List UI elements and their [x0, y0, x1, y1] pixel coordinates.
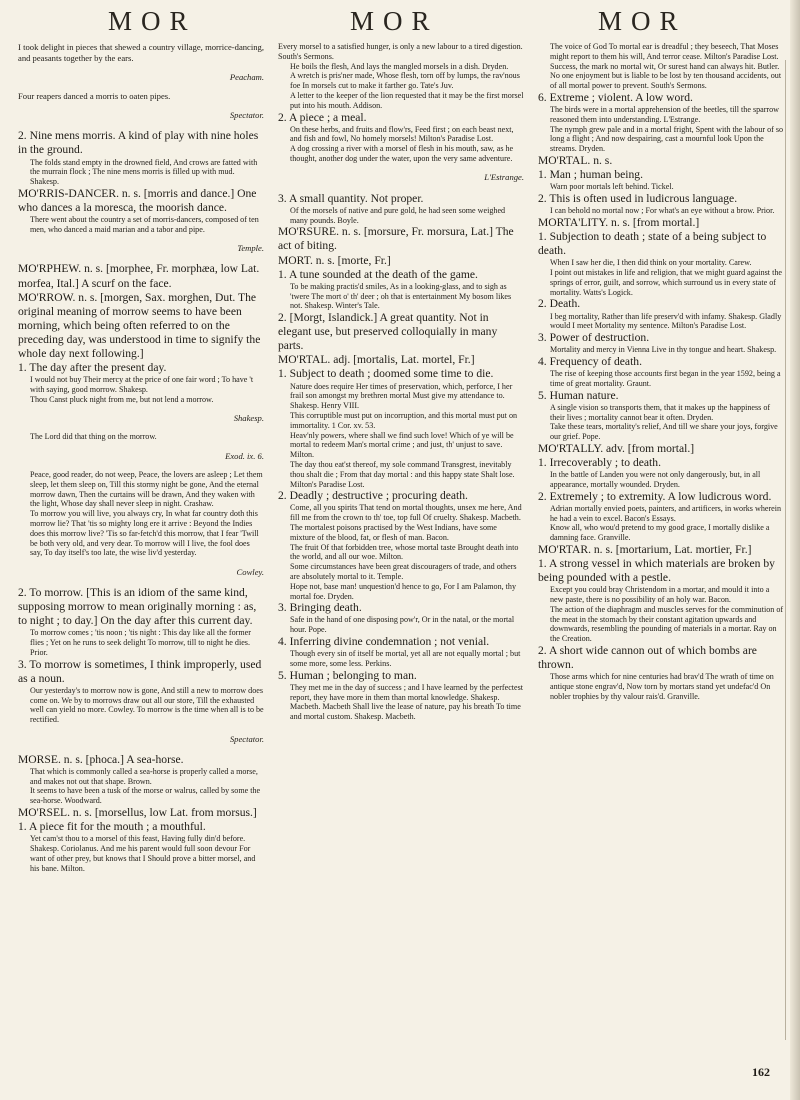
citation: L'Estrange. [484, 172, 524, 183]
entry-text: 3. A small quantity. Not proper. [278, 191, 424, 205]
quotation: The fruit Of that forbidden tree, whose mortal taste Brought death into the world, and all our woe. Milton. [290, 542, 519, 562]
quotation: A wretch is pris'ner made, Whose flesh, torn off by lumps, the rav'nous foe In morsels cut to make it farther go. Tate's Juv. [290, 71, 520, 91]
quotation: They met me in the day of success ; and I have learned by the perfectest report, they have more in them than mortal knowledge. Shakesp. Macbeth. Macbeth Shall live the lease of nature, pay his breath To time and mortal custom. Shakesp. Macbeth. [290, 682, 524, 722]
column-middle [278, 42, 524, 722]
quotation: A single vision so transports them, that it makes up the happiness of their lives ; mortality cannot bear it often. Dryden. [550, 402, 771, 422]
entry-text: 2. Nine mens morris. A kind of play with nine holes in the ground. [18, 129, 259, 157]
entry-text: 2. A piece ; a meal. [278, 110, 367, 124]
quotation: Every morsel to a satisfied hunger, is only a new labour to a tired digestion. South's Sermons. [278, 42, 523, 61]
quotation: A dog crossing a river with a morsel of flesh in his mouth, saw, as he thought, another dog under the water, upon the very same adventure. [290, 144, 514, 164]
entry-text: 6. Extreme ; violent. A low word. [538, 90, 693, 104]
quotation: I can behold no mortal now ; For what's an eye without a brow. Prior. [550, 206, 775, 216]
citation: Exod. ix. 6. [225, 450, 264, 461]
quotation: Some circumstances have been great discouragers of trade, and others are absolutely mortal to it. Temple. [290, 562, 517, 581]
quotation: The folds stand empty in the drowned field, And crows are fatted with the murrain flock ; The nine mens morris is filled up with mud. Shakesp. [30, 157, 258, 187]
running-head-middle: MOR [350, 6, 439, 36]
entry-text: MORTA'LITY. n. s. [from mortal.] [538, 215, 700, 229]
entry-text: 3. Bringing death. [278, 601, 362, 615]
quotation: The birds were in a mortal apprehension of the beetles, till the sparrow reasoned them into understanding. L'Estrange. [550, 105, 780, 124]
quotation: Though every sin of itself be mortal, yet all are not equally mortal ; but some more, some less. Perkins. [290, 649, 521, 668]
entry-text: MO'RTAL. n. s. [538, 154, 613, 168]
quotation: Our yesterday's to morrow now is gone, And still a new to morrow does come on. We by to morrows draw out all our store, Till the exhausted well can yield no more. Cowley. To morrow is the time when all is to be rectified. [30, 685, 264, 725]
entry-text: 1. Irrecoverably ; to death. [538, 456, 661, 470]
entry-text: MO'RROW. n. s. [morgen, Sax. morghen, Dut. The original meaning of morrow seems to have been morning, which being often referred to on the preceding day, was understood in time to signify the whole day next following.] [18, 290, 261, 361]
quotation: Nature does require Her times of preservation, which, perforce, I her frail son amongst my brethren mortal Must give my attendance to. Shakesp. Henry VIII. [290, 381, 513, 411]
quotation: The mortalest poisons practised by the West Indians, have some mixture of the blood, fat, or flesh of man. Bacon. [290, 523, 497, 542]
running-heads [0, 6, 800, 40]
quotation: Of the morsels of native and pure gold, he had seen some weighed many pounds. Boyle. [290, 205, 506, 225]
entry-text: MO'RTALLY. adv. [from mortal.] [538, 441, 695, 455]
quotation: He boils the flesh, And lays the mangled morsels in a dish. Dryden. [290, 61, 509, 71]
page-edge [790, 0, 800, 1100]
quotation: This corruptible must put on incorruption, and this mortal must put on immortality. 1 Cor. xv. 53. [290, 410, 518, 430]
quotation: To morrow you will live, you always cry, In what far country doth this morrow lie? That 'tis so mighty long ere it arrive : Beyond the Indies does this morrow live? 'Tis so far-fetch'd this morrow, that I fear 'Twill be both very old, and very dear. To morrow will I live, the fool does say, To day itself's too late, the wise liv'd yesterday. [30, 509, 259, 558]
quotation: It seems to have been a tusk of the morse or walrus, called by some the sea-horse. Woodward. [30, 786, 261, 806]
running-head-right: MOR [598, 6, 687, 36]
quotation: Safe in the hand of one disposing pow'r, Or in the natal, or the mortal hour. Pope. [290, 615, 515, 635]
entry-text: 1. A strong vessel in which materials are broken by being pounded with a pestle. [538, 557, 775, 585]
quotation: There went about the country a set of morris-dancers, composed of ten men, who danced a maid marian and a tabor and pipe. [30, 215, 259, 234]
quotation: On these herbs, and fruits and flow'rs, Feed first ; on each beast next, and fish and fowl, No homely morsels! Milton's Paradise Lost. [290, 124, 514, 144]
entry-text: 2. To morrow. [This is an idiom of the same kind, supposing morrow to mean originally morning : as, to night ; to day.] On the day after this current day. [18, 585, 257, 628]
quotation: The day thou eat'st thereof, my sole command Transgrest, inevitably thou shalt die ; From that day mortal : and this happy state Shalt lose. Milton's Paradise Lost. [290, 459, 515, 489]
quotation: That which is commonly called a sea-horse is properly called a morse, and makes not out that shape. Brown. [30, 766, 258, 786]
quotation: Except you could bray Christendom in a mortar, and mould it into a new paste, there is no possibility of an holy war. Bacon. [550, 585, 770, 605]
quotation: Come, all you spirits That tend on mortal thoughts, unsex me here, And fill me from the crown to th' toe, top full Of cruelty. Shakesp. Macbeth. [290, 503, 522, 523]
quotation: I beg mortality, Rather than life preserv'd with infamy. Shakesp. Gladly would I meet Mortality my sentence. Milton's Paradise Lost. [550, 311, 782, 331]
entry-text: 4. Frequency of death. [538, 354, 642, 368]
quotation: Warn poor mortals left behind. Tickel. [550, 182, 674, 192]
quotation: The voice of God To mortal ear is dreadful ; they beseech, That Moses might report to them his will, And terror cease. Milton's Paradise Lost. [550, 42, 779, 61]
column-right [538, 42, 784, 702]
entry-text: 3. To morrow is sometimes, I think improperly, used as a noun. [18, 657, 262, 685]
column-left [18, 42, 264, 873]
entry-text: 1. The day after the present day. [18, 361, 167, 375]
running-head-left: MOR [108, 6, 197, 36]
quotation: Know all, who wou'd pretend to my good grace, I mortally dislike a damning face. Granville. [550, 523, 770, 543]
quotation: Those arms which for nine centuries had brav'd The wrath of time on antique stone engrav'd, Now torn by mortars stand yet undefac'd On nobler trophies by thy valour rais'd. Granville. [550, 672, 774, 701]
quotation: The Lord did that thing on the morrow. [30, 432, 157, 442]
quotation: A letter to the keeper of the lion requested that it may be the first morsel put into his mouth. Addison. [290, 90, 524, 110]
quotation: In the battle of Landen you were not only dangerously, but, in all appearance, mortally wounded. Dryden. [550, 470, 761, 489]
entry-text: 2. Death. [538, 297, 581, 311]
entry-text: MO'RTAL. adj. [mortalis, Lat. mortel, Fr.] [278, 353, 475, 367]
entry-text: 1. Subjection to death ; state of a being subject to death. [538, 230, 767, 258]
citation: Cowley. [236, 566, 264, 577]
entry-text: 2. A short wide cannon out of which bombs are thrown. [538, 644, 757, 672]
entry-text: 5. Human ; belonging to man. [278, 668, 417, 682]
entry-text: 3. Power of destruction. [538, 331, 650, 345]
entry-text: 2. This is often used in ludicrous language. [538, 192, 738, 206]
entry-text: MO'RSEL. n. s. [morsellus, low Lat. from morsus.] [18, 806, 257, 820]
entry-text: 1. Man ; human being. [538, 168, 643, 182]
quotation: I would not buy Their mercy at the price of one fair word ; To have 't with saying, good morrow. Shakesp. [30, 375, 254, 395]
quotation: Mortality and mercy in Vienna Live in thy tongue and heart. Shakesp. [550, 345, 777, 355]
quotation: Yet cam'st thou to a morsel of this feast, Having fully din'd before. Shakesp. Coriolanus. And me his parent would full soon devour For want of other prey, but knows that I Should prove a bitter morsel, and his bane. Milton. [30, 834, 256, 873]
page-margin-rule [785, 60, 786, 1040]
quotation: Success, the mark no mortal wit, Or surest hand can always hit. Butler. [550, 61, 780, 71]
entry-text: MO'RSURE. n. s. [morsure, Fr. morsura, Lat.] The act of biting. [278, 225, 514, 253]
quotation: Thou Canst pluck night from me, but not lend a morrow. [30, 394, 214, 404]
quotation: To be making practis'd smiles, As in a looking-glass, and to sigh as 'twere The mort o' th' deer ; oh that is entertainment My bosom likes not. Shakesp. Winter's Tale. [290, 281, 512, 311]
page-number: 162 [752, 1065, 770, 1079]
entry-text: MORT. n. s. [morte, Fr.] [278, 253, 391, 267]
quotation: Peace, good reader, do not weep, Peace, the lovers are asleep ; Let them sleep, let them sleep on, Till this stormy night be gone, And the eternal morrow dawn, Then the curtains will be drawn, And they waken with the light, Whose day shall never sleep in night. Crashaw. [30, 469, 263, 509]
quotation: Four reapers danced a morris to oaten pipes. [18, 90, 171, 101]
quotation: Adrian mortally envied poets, painters, and artificers, in works wherein he had a vein to excel. Bacon's Essays. [550, 503, 782, 523]
entry-text: MO'RPHEW. n. s. [morphee, Fr. morphæa, low Lat. morfea, Ital.] A scurf on the face. [18, 262, 260, 290]
quotation: When I saw her die, I then did think on your mortality. Carew. [550, 258, 752, 268]
quotation: The rise of keeping those accounts first began in the year 1592, being a time of great mortality. Graunt. [550, 369, 781, 388]
citation: Temple. [237, 243, 264, 254]
quotation: I took delight in pieces that shewed a country village, morrice-dancing, and peasants together by the ears. [18, 42, 264, 63]
entry-text: MO'RRIS-DANCER. n. s. [morris and dance.] One who dances a la moresca, the moorish dance. [18, 186, 257, 215]
entry-text: 4. Inferring divine condemnation ; not venial. [278, 635, 490, 649]
citation: Shakesp. [233, 413, 264, 424]
entry-text: 2. [Morgt, Islandick.] A great quantity. Not in elegant use, but preserved colloquially in many parts. [278, 311, 498, 353]
entry-text: 1. A tune sounded at the death of the game. [278, 267, 478, 281]
quotation: I point out mistakes in life and religion, that we might guard against the springs of error, guilt, and sorrow, which surround us in every state of mortality. Watts's Logick. [550, 268, 782, 297]
quotation: To morrow comes ; 'tis noon ; 'tis night : This day like all the former flies ; Yet on he runs to seek delight To morrow, till to night he dies. Prior. [30, 628, 251, 657]
quotation: Take these tears, mortality's relief, And till we share your joys, forgive our grief. Pope. [550, 422, 778, 442]
quotation: Heav'nly powers, where shall we find such love! Which of ye will be mortal to redeem Man's mortal crime ; and just, th' unjust to save. Milton. [290, 430, 514, 460]
quotation: No one enjoyment but is liable to be lost by ten thousand accidents, out of all mortal power to prevent. South's Sermons. [550, 71, 782, 91]
entry-text: 1. Subject to death ; doomed some time to die. [278, 367, 494, 381]
quotation: The action of the diaphragm and muscles serves for the comminution of the meat in the stomach by their constant agitation upwards and downwards, resembling the pounding of materials in a mortar. Ray on the Creation. [550, 604, 784, 644]
entry-text: 1. A piece fit for the mouth ; a mouthful. [18, 820, 206, 834]
entry-text: 2. Deadly ; destructive ; procuring death. [278, 489, 468, 503]
citation: Spectator. [229, 733, 264, 744]
quotation: Hope not, base man! unquestion'd hence to go, For I am Palamon, thy mortal foe. Dryden. [290, 581, 517, 601]
entry-text: MORSE. n. s. [phoca.] A sea-horse. [18, 752, 184, 766]
entry-text: MO'RTAR. n. s. [mortarium, Lat. mortier, Fr.] [538, 543, 752, 557]
entry-text: 2. Extremely ; to extremity. A low ludicrous word. [538, 489, 772, 503]
citation: Peacham. [229, 71, 264, 82]
citation: Spectator. [229, 110, 264, 121]
entry-text: 5. Human nature. [538, 388, 619, 402]
quotation: The nymph grew pale and in a mortal fright, Spent with the labour of so long a flight ; And now despairing, cast a mournful look Upon the streams. Dryden. [550, 124, 784, 154]
